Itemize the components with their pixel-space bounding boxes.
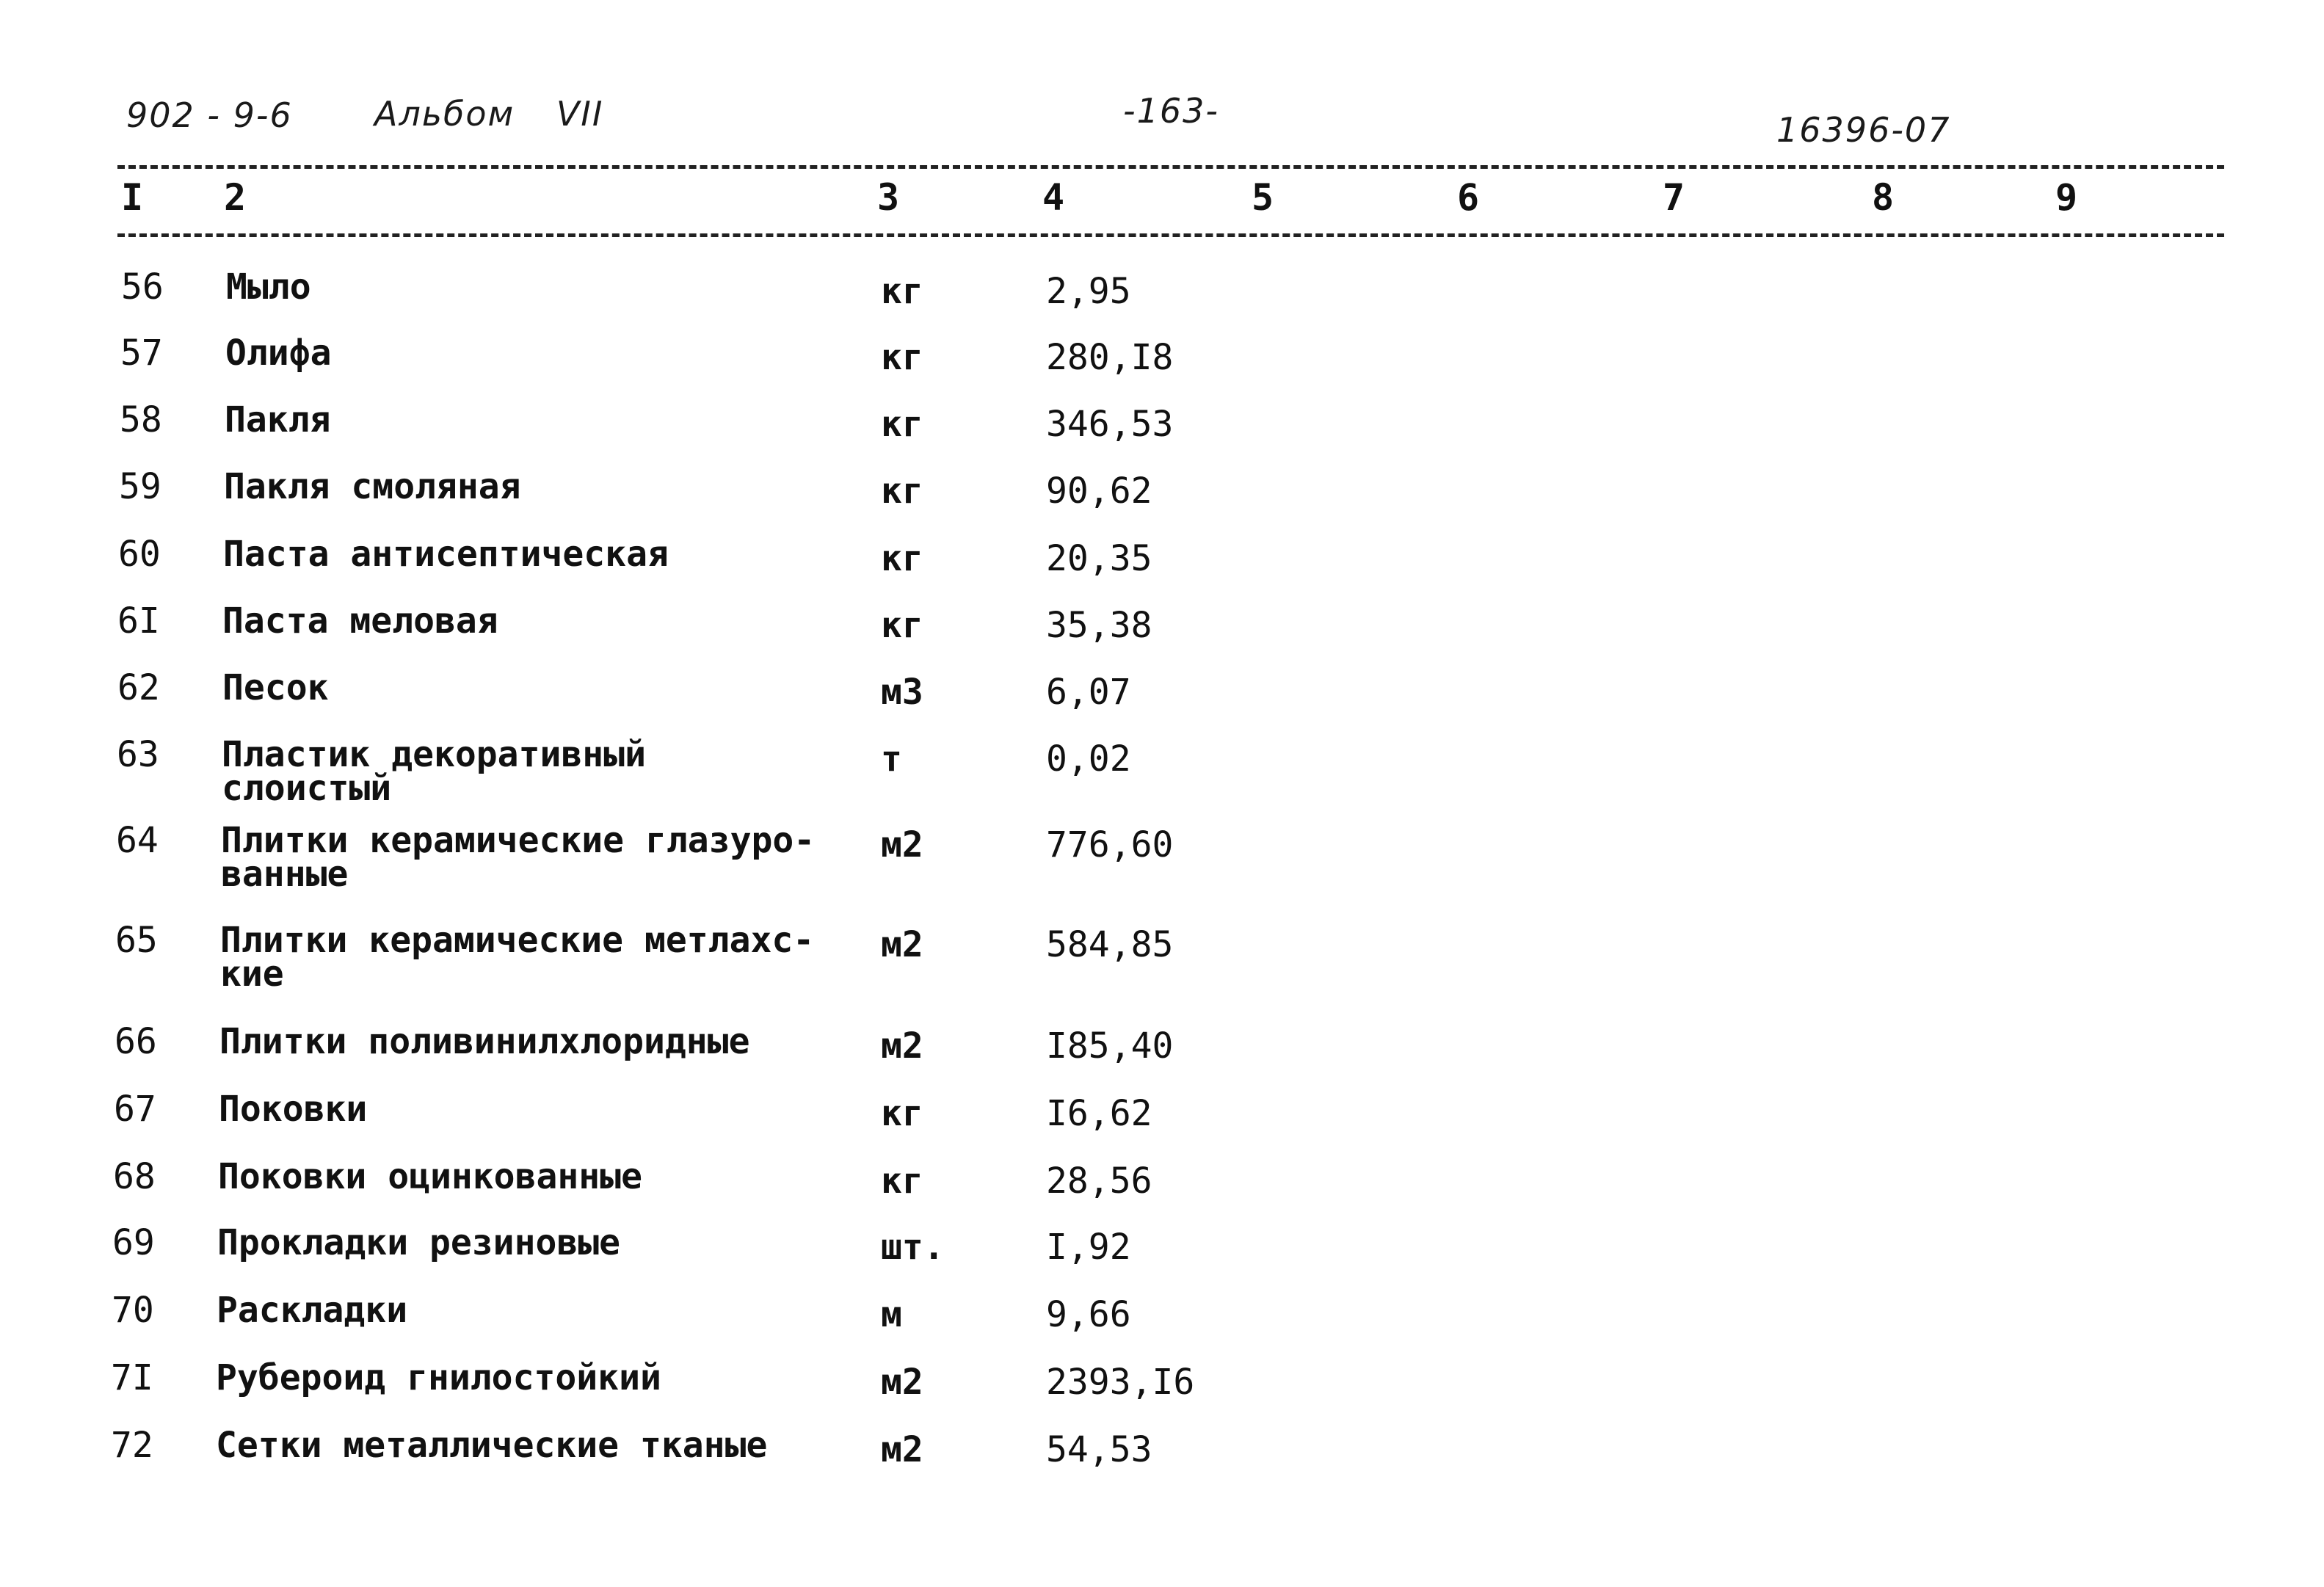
quantity-value: 584,85 bbox=[1046, 924, 1174, 965]
document-number: 16396-07 bbox=[1776, 110, 1951, 150]
row-number: 6I bbox=[117, 600, 160, 642]
quantity-value: 54,53 bbox=[1046, 1429, 1152, 1470]
header-top-rule bbox=[117, 165, 2224, 169]
unit-of-measure: м2 bbox=[881, 1362, 923, 1403]
unit-of-measure: кг bbox=[881, 404, 923, 445]
material-name: Мыло bbox=[226, 266, 311, 308]
quantity-value: 28,56 bbox=[1046, 1161, 1152, 1202]
column-number-4: 4 bbox=[1042, 176, 1065, 219]
quantity-value: 35,38 bbox=[1046, 605, 1152, 646]
material-name: Рубероид гнилостойкий bbox=[216, 1357, 661, 1398]
row-number: 56 bbox=[121, 266, 164, 308]
row-number: 57 bbox=[120, 333, 163, 374]
quantity-value: I85,40 bbox=[1046, 1025, 1174, 1067]
unit-of-measure: кг bbox=[881, 1093, 923, 1134]
column-number-5: 5 bbox=[1252, 176, 1274, 219]
column-number-6: 6 bbox=[1457, 176, 1480, 219]
row-number: 59 bbox=[119, 466, 161, 507]
quantity-value: 2393,I6 bbox=[1046, 1362, 1195, 1403]
unit-of-measure: м2 bbox=[881, 1429, 923, 1470]
unit-of-measure: кг bbox=[881, 337, 923, 378]
material-name: Плитки керамические метлахс- кие bbox=[220, 920, 815, 995]
material-name: Пластик декоративный слоистый bbox=[222, 734, 646, 809]
quantity-value: 346,53 bbox=[1046, 404, 1174, 445]
quantity-value: 280,I8 bbox=[1046, 337, 1174, 378]
column-number-2: 2 bbox=[224, 176, 247, 219]
unit-of-measure: кг bbox=[881, 471, 923, 512]
row-number: 69 bbox=[112, 1222, 155, 1263]
material-name: Пакля смоляная bbox=[224, 466, 521, 507]
album-word: Альбом bbox=[374, 94, 515, 134]
quantity-value: I,92 bbox=[1046, 1227, 1131, 1268]
unit-of-measure: кг bbox=[881, 1161, 923, 1202]
row-number: 67 bbox=[114, 1089, 156, 1130]
unit-of-measure: м3 bbox=[881, 672, 923, 713]
material-name: Прокладки резиновые bbox=[217, 1222, 621, 1263]
quantity-value: 776,60 bbox=[1046, 824, 1174, 865]
quantity-value: 90,62 bbox=[1046, 471, 1152, 512]
column-number-8: 8 bbox=[1872, 176, 1895, 219]
unit-of-measure: т bbox=[881, 738, 902, 780]
material-name: Раскладки bbox=[217, 1290, 408, 1331]
unit-of-measure: кг bbox=[881, 538, 923, 579]
unit-of-measure: кг bbox=[881, 605, 923, 646]
quantity-value: 20,35 bbox=[1046, 538, 1152, 579]
quantity-value: 6,07 bbox=[1046, 672, 1131, 713]
quantity-value: 2,95 bbox=[1046, 271, 1131, 312]
material-name: Паста антисептическая bbox=[223, 534, 669, 575]
unit-of-measure: кг bbox=[881, 271, 923, 312]
row-number: 66 bbox=[115, 1021, 157, 1062]
quantity-value: 0,02 bbox=[1046, 738, 1131, 780]
series-code: 902 - 9-6 bbox=[126, 95, 293, 135]
unit-of-measure: шт. bbox=[881, 1227, 945, 1268]
row-number: 58 bbox=[120, 399, 162, 440]
row-number: 7I bbox=[111, 1357, 153, 1398]
header-bottom-rule bbox=[117, 233, 2224, 237]
column-number-9: 9 bbox=[2055, 176, 2078, 219]
material-name: Песок bbox=[222, 667, 329, 708]
unit-of-measure: м2 bbox=[881, 1025, 923, 1067]
quantity-value: 9,66 bbox=[1046, 1294, 1131, 1335]
album-label bbox=[374, 94, 603, 134]
column-number-1: I bbox=[121, 176, 144, 219]
material-name: Поковки оцинкованные bbox=[218, 1156, 642, 1197]
material-name: Паста меловая bbox=[222, 600, 498, 642]
album-roman: VII bbox=[556, 94, 604, 134]
material-name: Сетки металлические тканые bbox=[216, 1425, 768, 1466]
material-name: Поковки bbox=[219, 1089, 368, 1130]
row-number: 62 bbox=[117, 667, 160, 708]
column-number-3: 3 bbox=[877, 176, 900, 219]
row-number: 63 bbox=[117, 734, 159, 775]
page-number: -163- bbox=[1123, 91, 1219, 131]
material-name: Олифа bbox=[225, 333, 332, 374]
row-number: 70 bbox=[112, 1290, 154, 1331]
unit-of-measure: м2 bbox=[881, 924, 923, 965]
column-number-7: 7 bbox=[1663, 176, 1685, 219]
row-number: 68 bbox=[113, 1156, 156, 1197]
material-name: Пакля bbox=[225, 399, 331, 440]
material-name: Плитки керамические глазуро- ванные bbox=[221, 820, 816, 895]
row-number: 72 bbox=[111, 1425, 153, 1466]
row-number: 65 bbox=[115, 920, 158, 961]
unit-of-measure: м2 bbox=[881, 824, 923, 865]
quantity-value: I6,62 bbox=[1046, 1093, 1152, 1134]
material-name: Плитки поливинилхлоридные bbox=[219, 1021, 750, 1062]
unit-of-measure: м bbox=[881, 1294, 902, 1335]
row-number: 60 bbox=[118, 534, 161, 575]
row-number: 64 bbox=[116, 820, 159, 861]
